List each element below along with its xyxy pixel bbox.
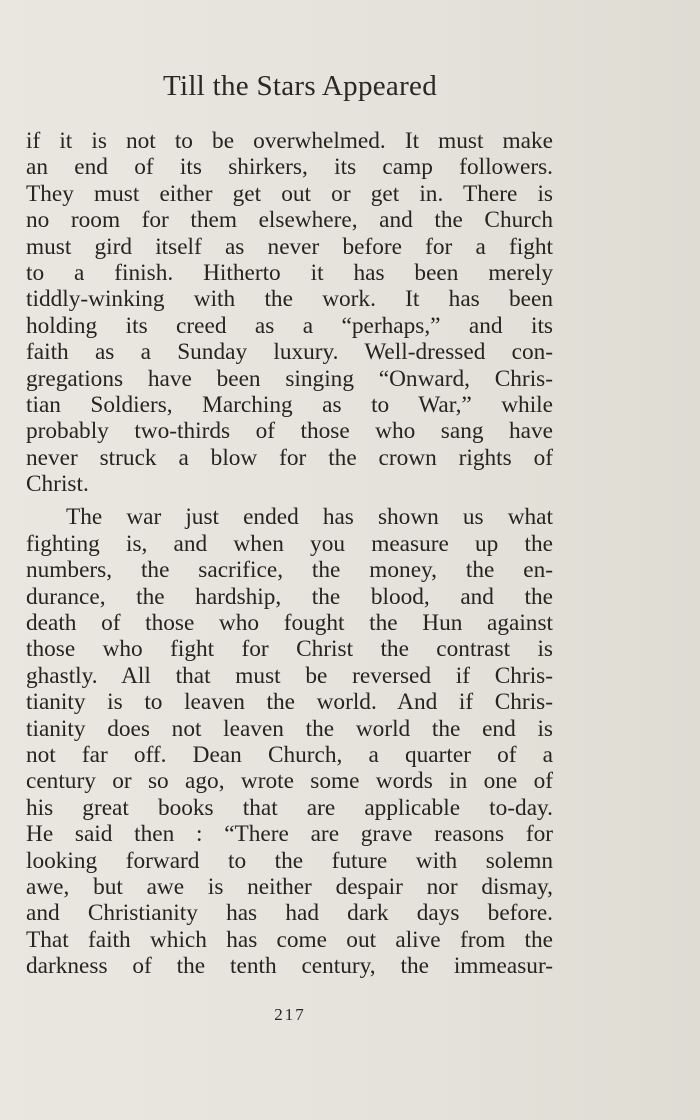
text-line: tian Soldiers, Marching as to War,” while: [26, 391, 553, 418]
text-line: durance, the hardship, the blood, and the: [26, 583, 553, 610]
text-line: and Christianity has had dark days before.: [26, 900, 553, 927]
text-line: ghastly. All that must be reversed if Chris-: [26, 662, 553, 689]
paragraph-gap: [26, 497, 553, 504]
text-line: death of those who fought the Hun against: [26, 610, 553, 637]
page-number: 217: [274, 1005, 306, 1024]
text-line: not far off. Dean Church, a quarter of a: [26, 741, 553, 768]
text-line: gregations have been singing “Onward, Chris-: [26, 365, 553, 392]
text-line: The war just ended has shown us what: [66, 504, 553, 531]
text-line: looking forward to the future with solemn: [26, 847, 553, 874]
text-line: Christ.: [26, 471, 89, 498]
text-line: tianity is to leaven the world. And if Chris-: [26, 689, 553, 716]
text-line: numbers, the sacrifice, the money, the en-: [26, 557, 553, 584]
text-line: tianity does not leaven the world the end is: [26, 715, 553, 742]
text-line: probably two-thirds of those who sang have: [26, 418, 553, 445]
text-line: must gird itself as never before for a fight: [26, 233, 553, 260]
text-line: an end of its shirkers, its camp followers.: [26, 154, 553, 181]
text-line: holding its creed as a “perhaps,” and its: [26, 312, 553, 339]
text-line: fighting is, and when you measure up the: [26, 530, 553, 557]
text-line: century or so ago, wrote some words in one of: [26, 768, 553, 795]
text-line: tiddly-winking with the work. It has been: [26, 286, 553, 313]
text-line: no room for them elsewhere, and the Church: [26, 207, 553, 234]
text-line: darkness of the tenth century, the immeasur-: [26, 953, 553, 980]
text-line: They must either get out or get in. There is: [26, 180, 553, 207]
text-line: faith as a Sunday luxury. Well-dressed con-: [26, 339, 553, 366]
text-line: to a finish. Hitherto it has been merely: [26, 259, 553, 286]
running-head: Till the Stars Appeared: [162, 70, 438, 102]
body-text: [26, 128, 553, 980]
text-line: those who fight for Christ the contrast is: [26, 636, 553, 663]
text-line: That faith which has come out alive from the: [26, 926, 553, 953]
text-line: awe, but awe is neither despair nor dismay,: [26, 873, 553, 900]
text-line: his great books that are applicable to-day.: [26, 794, 553, 821]
text-line: never struck a blow for the crown rights of: [26, 444, 553, 471]
text-line: if it is not to be overwhelmed. It must make: [26, 128, 553, 154]
text-line: He said then : “There are grave reasons for: [26, 821, 553, 848]
